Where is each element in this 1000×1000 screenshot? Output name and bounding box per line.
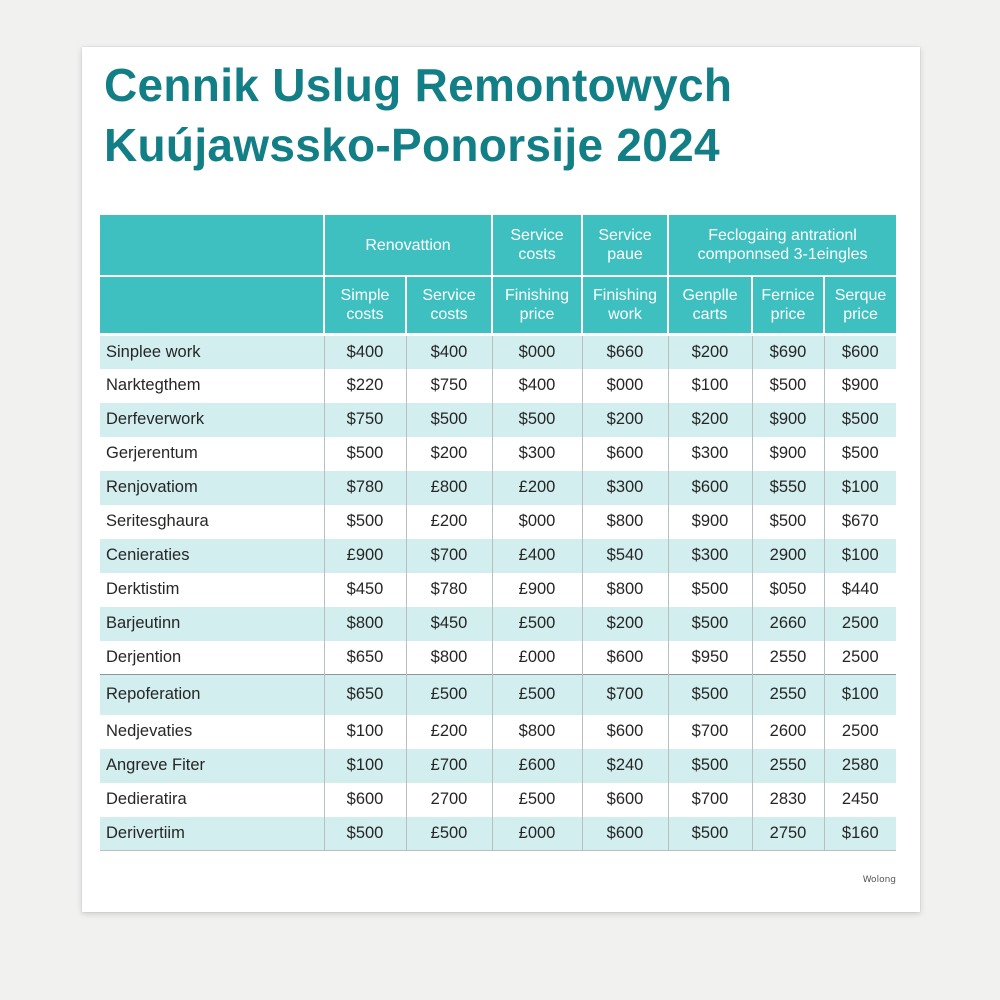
price-cell: $700 bbox=[668, 783, 752, 817]
price-cell: $800 bbox=[582, 505, 668, 539]
row-label: Sinplee work bbox=[100, 335, 324, 369]
price-cell: $000 bbox=[492, 335, 582, 369]
price-cell: $800 bbox=[324, 607, 406, 641]
price-cell: $800 bbox=[492, 715, 582, 749]
table-row bbox=[100, 749, 896, 783]
price-cell: $050 bbox=[752, 573, 824, 607]
price-cell: $100 bbox=[324, 715, 406, 749]
column-header: Finishing work bbox=[582, 276, 668, 335]
price-cell: 2580 bbox=[824, 749, 896, 783]
price-cell: 2550 bbox=[752, 749, 824, 783]
price-cell: $440 bbox=[824, 573, 896, 607]
price-cell: $600 bbox=[582, 783, 668, 817]
price-cell: $750 bbox=[406, 369, 492, 403]
price-cell: $100 bbox=[324, 749, 406, 783]
price-cell: $900 bbox=[752, 437, 824, 471]
price-cell: £600 bbox=[492, 749, 582, 783]
price-cell: $660 bbox=[582, 335, 668, 369]
price-cell: $950 bbox=[668, 641, 752, 675]
price-cell: £900 bbox=[492, 573, 582, 607]
price-cell: £900 bbox=[324, 539, 406, 573]
row-label: Derktistim bbox=[106, 580, 180, 598]
price-cell: $900 bbox=[668, 505, 752, 539]
price-cell: $600 bbox=[582, 715, 668, 749]
price-cell: $240 bbox=[582, 749, 668, 783]
price-table bbox=[100, 215, 896, 851]
group-header-service-costs: Service costs bbox=[492, 215, 582, 276]
price-cell: $670 bbox=[824, 505, 896, 539]
price-table-body bbox=[100, 335, 896, 851]
footnote: Wolong bbox=[862, 875, 896, 885]
price-cell: $690 bbox=[752, 335, 824, 369]
row-label: Narktegthem bbox=[106, 376, 201, 394]
price-cell: $100 bbox=[824, 675, 896, 715]
price-cell: $900 bbox=[752, 403, 824, 437]
table-row bbox=[100, 471, 896, 505]
price-cell: $600 bbox=[324, 783, 406, 817]
column-header-row bbox=[100, 276, 896, 335]
price-cell: 2550 bbox=[752, 641, 824, 675]
table-row bbox=[100, 437, 896, 471]
column-header: Finishing price bbox=[492, 276, 582, 335]
table-row bbox=[100, 403, 896, 437]
table-row bbox=[100, 607, 896, 641]
price-cell: 2830 bbox=[752, 783, 824, 817]
price-cell: 2550 bbox=[752, 675, 824, 715]
table-row bbox=[100, 783, 896, 817]
price-cell: $500 bbox=[668, 607, 752, 641]
price-cell: $900 bbox=[824, 369, 896, 403]
price-cell: 2900 bbox=[752, 539, 824, 573]
header-corner-cell bbox=[100, 215, 324, 276]
price-cell: $300 bbox=[582, 471, 668, 505]
table-row bbox=[100, 641, 896, 675]
price-cell: $300 bbox=[668, 437, 752, 471]
price-cell: £000 bbox=[492, 641, 582, 675]
group-header-components: Feclogaing antrationl componnsed 3-1eingles bbox=[668, 215, 896, 276]
price-cell: $600 bbox=[582, 817, 668, 851]
price-list-sheet bbox=[82, 47, 920, 912]
price-cell: £400 bbox=[492, 539, 582, 573]
price-cell: £200 bbox=[492, 471, 582, 505]
price-cell: $000 bbox=[492, 505, 582, 539]
price-cell: £200 bbox=[406, 715, 492, 749]
group-header-renovation: Renovattion bbox=[324, 215, 492, 276]
price-cell: $300 bbox=[668, 539, 752, 573]
price-cell: £500 bbox=[406, 817, 492, 851]
price-cell: $200 bbox=[582, 403, 668, 437]
price-cell: $220 bbox=[324, 369, 406, 403]
price-cell: $100 bbox=[824, 539, 896, 573]
price-cell: $200 bbox=[582, 607, 668, 641]
table-row bbox=[100, 369, 896, 403]
price-cell: $200 bbox=[668, 335, 752, 369]
price-cell: $600 bbox=[582, 437, 668, 471]
column-header: Genplle carts bbox=[668, 276, 752, 335]
price-cell: 2660 bbox=[752, 607, 824, 641]
row-label: Dedieratira bbox=[106, 790, 187, 808]
price-cell: $500 bbox=[406, 403, 492, 437]
row-label: Barjeutinn bbox=[100, 607, 324, 641]
title-line-1: Cennik Uslug Remontowych bbox=[104, 59, 733, 111]
table-row bbox=[100, 539, 896, 573]
price-cell: $600 bbox=[824, 335, 896, 369]
price-cell: $780 bbox=[324, 471, 406, 505]
price-cell: $500 bbox=[324, 817, 406, 851]
price-cell: £700 bbox=[406, 749, 492, 783]
price-cell: 2600 bbox=[752, 715, 824, 749]
price-cell: $600 bbox=[668, 471, 752, 505]
group-header-row bbox=[100, 215, 896, 276]
price-cell: $600 bbox=[582, 641, 668, 675]
price-cell: $540 bbox=[582, 539, 668, 573]
price-cell: £800 bbox=[406, 471, 492, 505]
price-cell: $500 bbox=[824, 437, 896, 471]
price-cell: $500 bbox=[668, 817, 752, 851]
price-cell: $200 bbox=[406, 437, 492, 471]
price-cell: £500 bbox=[406, 675, 492, 715]
price-table-container bbox=[100, 215, 896, 851]
price-cell: $750 bbox=[324, 403, 406, 437]
price-cell: $500 bbox=[668, 749, 752, 783]
row-label: Derfeverwork bbox=[100, 403, 324, 437]
price-cell: $500 bbox=[752, 369, 824, 403]
price-cell: £500 bbox=[492, 607, 582, 641]
price-cell: 2500 bbox=[824, 715, 896, 749]
row-label: Renjovatiom bbox=[100, 471, 324, 505]
price-cell: 2450 bbox=[824, 783, 896, 817]
price-cell: $500 bbox=[824, 403, 896, 437]
price-cell: $450 bbox=[324, 573, 406, 607]
column-header: Serque price bbox=[824, 276, 896, 335]
price-cell: $000 bbox=[582, 369, 668, 403]
table-row bbox=[100, 573, 896, 607]
price-cell: $450 bbox=[406, 607, 492, 641]
price-cell: $400 bbox=[324, 335, 406, 369]
row-label: Repoferation bbox=[100, 675, 324, 715]
price-cell: $500 bbox=[324, 505, 406, 539]
price-cell: £500 bbox=[492, 675, 582, 715]
price-cell: $700 bbox=[582, 675, 668, 715]
header-corner-cell-lower bbox=[100, 276, 324, 335]
price-cell: £000 bbox=[492, 817, 582, 851]
price-cell: $500 bbox=[668, 573, 752, 607]
table-row bbox=[100, 335, 896, 369]
price-cell: $500 bbox=[492, 403, 582, 437]
table-row bbox=[100, 817, 896, 851]
price-cell: $780 bbox=[406, 573, 492, 607]
table-row bbox=[100, 715, 896, 749]
price-cell: 2500 bbox=[824, 641, 896, 675]
price-cell: 2700 bbox=[406, 783, 492, 817]
row-label: Seritesghaura bbox=[106, 512, 209, 530]
price-cell: $400 bbox=[492, 369, 582, 403]
column-header: Fernice price bbox=[752, 276, 824, 335]
price-cell: $700 bbox=[406, 539, 492, 573]
price-cell: $100 bbox=[824, 471, 896, 505]
price-cell: $200 bbox=[668, 403, 752, 437]
row-label: Derivertiim bbox=[100, 817, 324, 851]
price-cell: $700 bbox=[668, 715, 752, 749]
column-header: Service costs bbox=[406, 276, 492, 335]
price-cell: $500 bbox=[752, 505, 824, 539]
price-cell: $800 bbox=[406, 641, 492, 675]
price-cell: £500 bbox=[492, 783, 582, 817]
table-row bbox=[100, 505, 896, 539]
table-row bbox=[100, 675, 896, 715]
row-label: Derjention bbox=[106, 647, 182, 666]
page-title bbox=[104, 55, 904, 175]
price-cell: $500 bbox=[324, 437, 406, 471]
row-label: Cenieraties bbox=[100, 539, 324, 573]
title-line-2: Kuújawssko-Ponorsije 2024 bbox=[104, 119, 720, 171]
row-label: Nedjevaties bbox=[106, 722, 193, 740]
price-cell: $300 bbox=[492, 437, 582, 471]
group-header-service-paue: Service paue bbox=[582, 215, 668, 276]
price-cell: £200 bbox=[406, 505, 492, 539]
price-cell: $650 bbox=[324, 675, 406, 715]
price-cell: $500 bbox=[668, 675, 752, 715]
price-cell: $400 bbox=[406, 335, 492, 369]
row-label: Angreve Fiter bbox=[100, 749, 324, 783]
price-cell: $550 bbox=[752, 471, 824, 505]
price-cell: $100 bbox=[668, 369, 752, 403]
price-cell: 2500 bbox=[824, 607, 896, 641]
price-cell: $160 bbox=[824, 817, 896, 851]
price-cell: $650 bbox=[324, 641, 406, 675]
column-header: Simple costs bbox=[324, 276, 406, 335]
price-cell: 2750 bbox=[752, 817, 824, 851]
price-cell: $800 bbox=[582, 573, 668, 607]
row-label: Gerjerentum bbox=[106, 444, 198, 462]
